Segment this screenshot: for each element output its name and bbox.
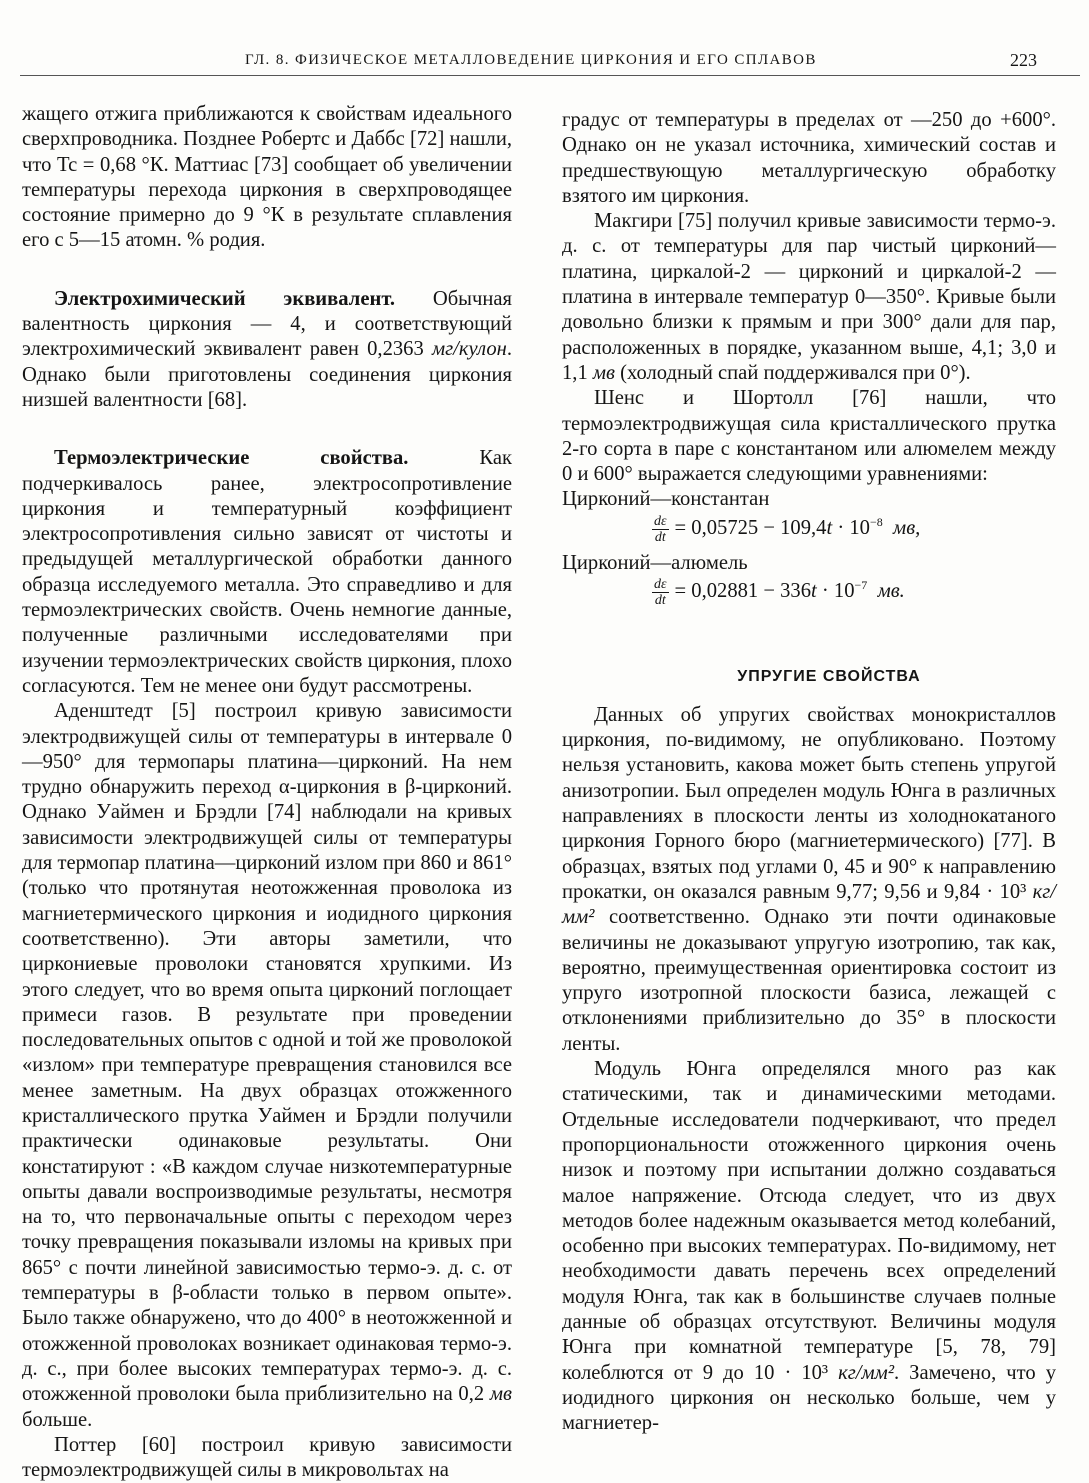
- unit: мг/кулон: [431, 338, 507, 361]
- paragraph-thermoelectric-properties: Термоэлектрические свойства. Как подчеркивалось ранее, электросопротивление циркония и температурный коэффициент электросопротивления сильно зависят от чистоты и предыдущей металлургической обработки данного образца исследуемого металла. Это справедливо и для термоэлектрических свойств. Очень немногие данные, полученные различными исследователями при изучении термоэлектрических свойств циркония, плохо согласуются. Тем не менее они будут рассмотрены.: [22, 447, 512, 697]
- header-rule: [20, 75, 1080, 76]
- paragraph-adenstedt: Аденштедт [5] построил кривую зависимости электродвижущей силы от температуры в интервале 0—950° для термопары платина—цирконий. На нем трудно обнаружить переход α-циркония в β-цирконий. Однако Уаймен и Брэдли [74] наблюдали на кривых зависимости электродвижущей силы от температуры для термопар платина—цирконий излом при 860 и 861° (только что протянутая неотожженная проволока из магниетермического циркония и иодидного циркония соответственно). Эти авторы заметили, что циркониевые проволоки становятся хрупкими. Из этого следует, что во время опыта цирконий поглощает примеси газов. В результате при проведении последовательных опытов с одной и той же проволокой «излом» при температуре превращения становился все менее заметным. На двух образцах отожженного кристаллического прутка Уаймен и Брэдли получили практически одинаковые результаты. Они констатируют : «В каждом случае низкотемпературные опыты давали воспроизводимые результаты, несмотря на то, что первоначальные опыты с переходом через точку превращения показывали изломы на кривых при 865° с почти линейной зависимостью термо-э. д. с. от температуры в β-области только в первом опыте». Было также обнаружено, что до 400° в неотожженной и отожженной проволоках возникает одинаковая термо-э. д. с., при более высоких температурах термо-э. д. с. отожженной проволоки была приблизительно на 0,2 мв больше.: [22, 700, 512, 1431]
- equation-label-alumel: Цирконий—алюмель: [562, 551, 748, 574]
- page-header: [0, 46, 1089, 76]
- unit: мв: [592, 361, 615, 384]
- equation-constantan: $\frac{d\varepsilon}{dt}$ = $0,05725 - 109,4t \cdot 10^{-8}$ мв,: [654, 513, 921, 545]
- paragraph-electrochemical-equivalent: Электрохимический эквивалент. Обычная валентность циркония — 4, и соответствующий электрохимический эквивалент равен 0,2363 мг/кулон. Однако были приготовлены соединения циркония низшей валентности [68].: [22, 287, 513, 411]
- equation-label-constantan: Цирконий—константан: [562, 488, 770, 511]
- equation-alumel: $\frac{d\varepsilon}{dt}$ = $0,02881 - 336t \cdot 10^{-7}$ мв.: [654, 576, 905, 608]
- run-in-heading: Термоэлектрические свойства.: [54, 447, 409, 470]
- paragraph-youngs-modulus: Модуль Юнга определялся много раз как статическими, так и динамическими методами. Отдельные исследователи подчеркивают, что предел пропорциональности отожженного циркония очень низок и поэтому при испытании должно создаваться малое напряжение. Отсюда следует, что из двух методов более надежным оказывается метод колебаний, особенно при высоких температурах. По-видимому, нет необходимости давать перечень всех определений модуля Юнга, так как в большинстве случаев полные данные об образцах отсутствуют. Величины модуля Юнга при комнатной температуре [5, 78, 79] колеблются от 9 до 10 · 10³ кг/мм². Замечено, что у иодидного циркония он несколько больше, чем у магниетер-: [562, 1058, 1056, 1435]
- run-in-heading: Электрохимический эквивалент.: [54, 287, 396, 310]
- paragraph-potter: Поттер [60] построил кривую зависимости термоэлектродвижущей силы в микровольтах на: [22, 1433, 512, 1482]
- unit: кг/мм²: [838, 1361, 894, 1384]
- right-column: [562, 108, 1056, 1436]
- page-number: 223: [1010, 50, 1037, 70]
- left-column: [22, 102, 512, 1483]
- paragraph-superconductivity: жащего отжига приближаются к свойствам идеального сверхпроводника. Позднее Робертс и Даббс [72] нашли, что Tc = 0,68 °К. Маттиас [73] сообщает об увеличении температуры перехода циркония в сверхпроводящее состояние примерно до 9 °К в результате сплавления его с 5—15 атомн. % родия.: [22, 103, 512, 252]
- unit: мв: [489, 1383, 512, 1406]
- paragraph-shens-shortall: Шенс и Шортолл [76] нашли, что термоэлектродвижущая сила кристаллического прутка 2-го сорта в паре с константаном или алюмелем между 0 и 600° выражается следующими уравнениями:: [562, 387, 1056, 486]
- paragraph-mcgeary: Макгири [75] получил кривые зависимости термо-э. д. с. от температуры для пар чистый цирконий—платина, циркалой-2 — цирконий и циркалой-2 — платина в интервале температур 0—350°. Кривые были довольно близки к прямым и при 300° дали для пар, расположенных в порядке, указанном выше, 4,1; 3,0 и 1,1 мв (холодный спай поддерживался при 0°).: [562, 210, 1056, 384]
- section-heading-elastic-properties: УПРУГИЕ СВОЙСТВА: [737, 667, 921, 685]
- unit: мв,: [893, 516, 921, 539]
- fraction: $\frac{d\varepsilon}{dt}$: [654, 576, 667, 608]
- paragraph-elastic-anisotropy: Данных об упругих свойствах монокристаллов циркония, по-видимому, не опубликовано. Поэтому нельзя установить, какова может быть степень упругой анизотропии. Был определен модуль Юнга в различных направлениях в плоскости ленты из холоднокатаного циркония Горного бюро (магниетермического) [77]. В образцах, взятых под углами 0, 45 и 90° к направлению прокатки, он оказался равным 9,77; 9,56 и 9,84 · 10³ кг/мм² соответственно. Однако эти почти одинаковые величины не доказывают упругую изотропию, так как, вероятно, преимущественная ориентировка состоит из упруго изотропной плоскости базиса, лежащей с отклонениями приблизительно до 35° в плоскости ленты.: [562, 703, 1056, 1055]
- unit: кг/мм²: [562, 880, 1056, 929]
- paragraph-continuation: градус от температуры в пределах от —250 до +600°. Однако он не указал источника, химический состав и предшествующую металлургическую обработку взятого им циркония.: [562, 109, 1056, 207]
- fraction: $\frac{d\varepsilon}{dt}$: [654, 513, 667, 545]
- unit: мв.: [877, 579, 905, 602]
- running-title: ГЛ. 8. ФИЗИЧЕСКОЕ МЕТАЛЛОВЕДЕНИЕ ЦИРКОНИЯ И ЕГО СПЛАВОВ: [245, 52, 817, 68]
